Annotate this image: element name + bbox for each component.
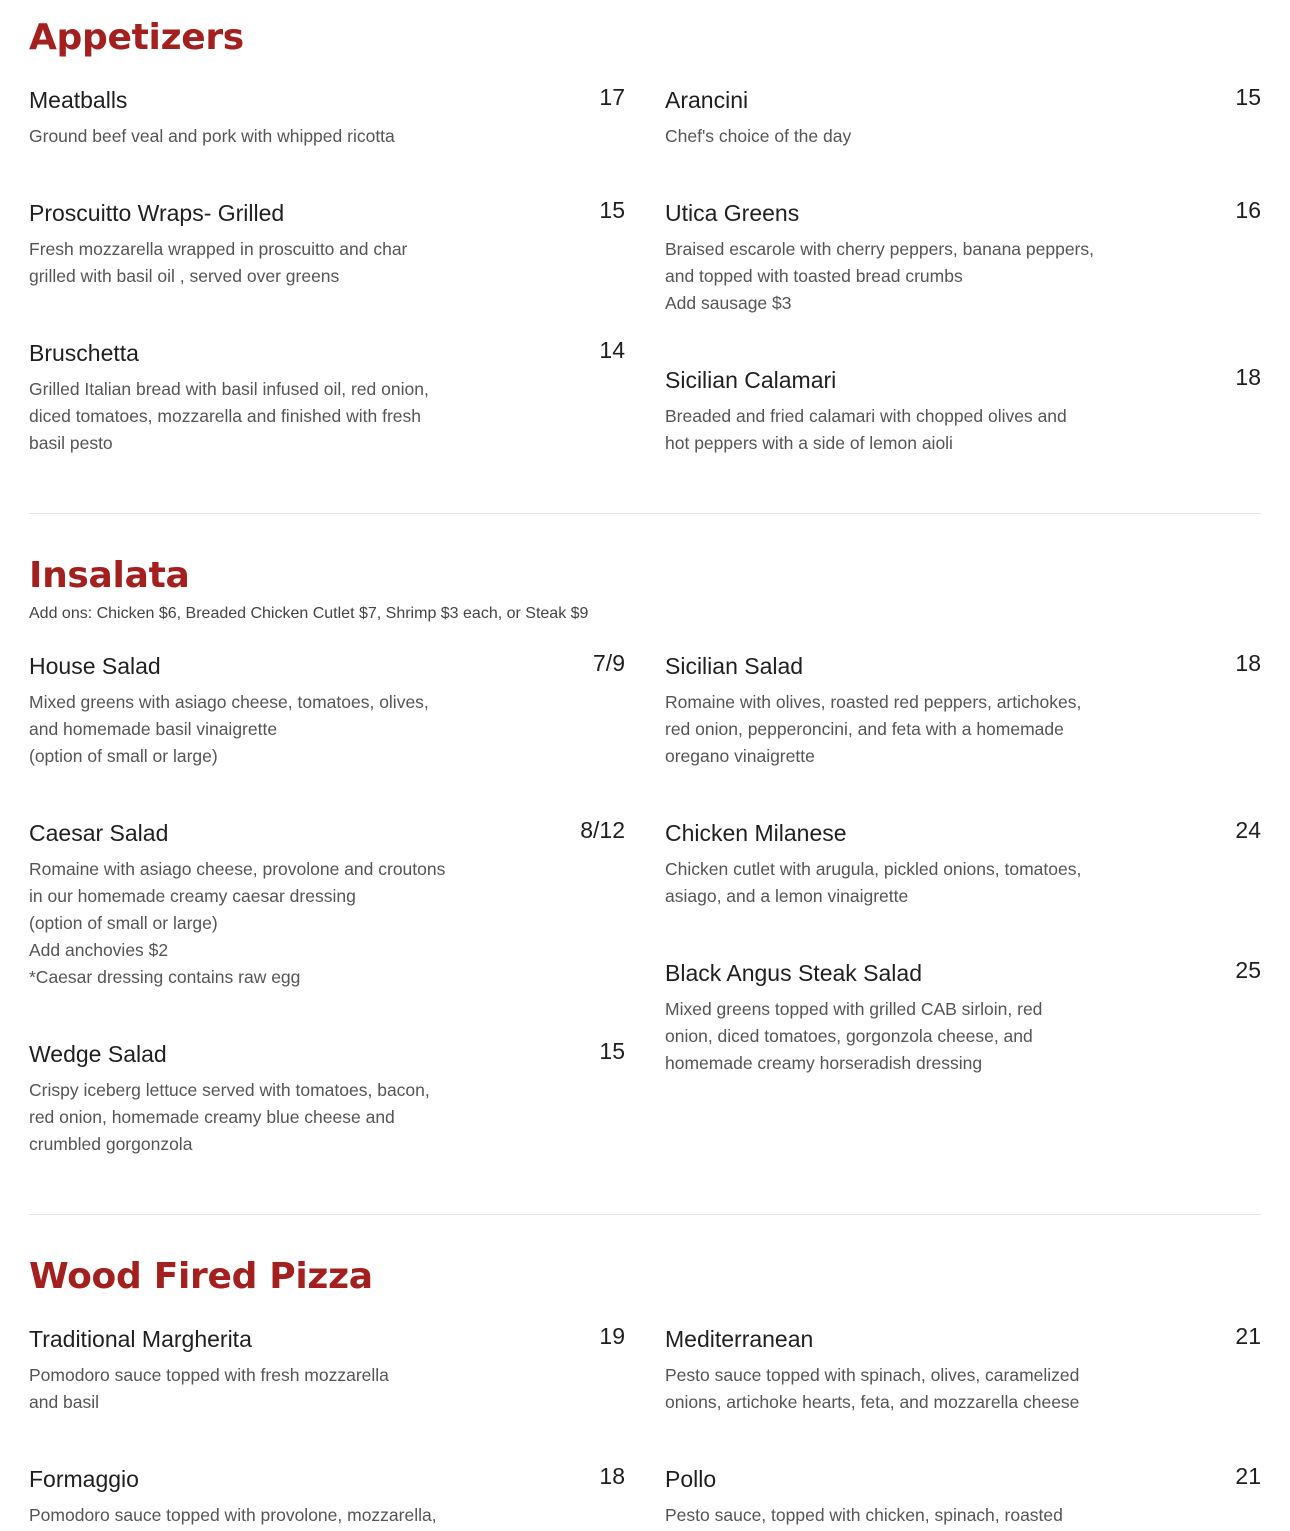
description-line: diced tomatoes, mozzarella and finished with fresh: [29, 406, 422, 426]
item-price: 17: [599, 84, 625, 110]
item-name: Wedge Salad: [29, 1041, 167, 1067]
item-price: 21: [1235, 1463, 1261, 1489]
item-price: 8/12: [580, 817, 625, 843]
item-description: [665, 1362, 1105, 1416]
item-name: Bruschetta: [29, 340, 139, 366]
description-line: Add anchovies $2: [29, 940, 169, 960]
item-description: [665, 236, 1105, 317]
item-name: Mediterranean: [665, 1326, 814, 1352]
description-line: (option of small or large): [29, 913, 218, 933]
description-line: *Caesar dressing contains raw egg: [29, 967, 301, 987]
description-line: Chicken cutlet with arugula, pickled onions, tomatoes,: [665, 859, 1082, 879]
item-price: 18: [599, 1463, 625, 1489]
description-line: Pomodoro sauce topped with provolone, mozzarella,: [29, 1505, 437, 1525]
item-price: 18: [1235, 650, 1261, 676]
item-name: Meatballs: [29, 87, 128, 113]
description-line: onion, diced tomatoes, gorgonzola cheese, and: [665, 1026, 1033, 1046]
description-line: onions, artichoke hearts, feta, and mozzarella cheese: [665, 1392, 1080, 1412]
description-line: red onion, pepperoncini, and feta with a homemade: [665, 719, 1064, 739]
item-description: [665, 856, 1105, 910]
description-line: Mixed greens topped with grilled CAB sirloin, red: [665, 999, 1043, 1019]
description-line: Chef's choice of the day: [665, 126, 852, 146]
item-name: Traditional Margherita: [29, 1326, 252, 1352]
item-description: [665, 1502, 1105, 1529]
item-price: 16: [1235, 197, 1261, 223]
description-line: Mixed greens with asiago cheese, tomatoes, olives,: [29, 692, 429, 712]
description-line: Romaine with olives, roasted red peppers, artichokes,: [665, 692, 1082, 712]
item-price: 15: [599, 197, 625, 223]
description-line: grilled with basil oil , served over greens: [29, 266, 340, 286]
item-name: Proscuitto Wraps- Grilled: [29, 200, 285, 226]
section-title-insalata: Insalata: [29, 555, 190, 596]
item-price: 15: [1235, 84, 1261, 110]
item-name: Utica Greens: [665, 200, 800, 226]
item-description: [29, 689, 469, 770]
description-line: Pesto sauce topped with spinach, olives, caramelized: [665, 1365, 1080, 1385]
section-divider: [29, 1214, 1261, 1215]
description-line: Pomodoro sauce topped with fresh mozzarella: [29, 1365, 389, 1385]
item-description: [665, 403, 1105, 457]
description-line: Crispy iceberg lettuce served with tomatoes, bacon,: [29, 1080, 430, 1100]
description-line: and basil: [29, 1392, 100, 1412]
item-description: [29, 1077, 469, 1158]
description-line: Ground beef veal and pork with whipped ricotta: [29, 126, 395, 146]
description-line: Breaded and fried calamari with chopped olives and: [665, 406, 1067, 426]
item-price: 24: [1235, 817, 1261, 843]
section-divider: [29, 513, 1261, 514]
item-name: Sicilian Salad: [665, 653, 804, 679]
item-name: Formaggio: [29, 1466, 139, 1492]
item-price: 7/9: [593, 650, 625, 676]
description-line: Grilled Italian bread with basil infused oil, red onion,: [29, 379, 429, 399]
description-line: hot peppers with a side of lemon aioli: [665, 433, 953, 453]
item-description: [665, 123, 1105, 150]
description-line: and homemade basil vinaigrette: [29, 719, 278, 739]
description-line: Fresh mozzarella wrapped in proscuitto and char: [29, 239, 408, 259]
item-name: Arancini: [665, 87, 749, 113]
description-line: homemade creamy horseradish dressing: [665, 1053, 983, 1073]
item-description: [665, 996, 1105, 1077]
item-description: [665, 689, 1105, 770]
item-name: House Salad: [29, 653, 161, 679]
item-price: 15: [599, 1038, 625, 1064]
item-description: [29, 376, 469, 457]
description-line: (option of small or large): [29, 746, 218, 766]
section-note-add-ons: Add ons: Chicken $6, Breaded Chicken Cutlet $7, Shrimp $3 each, or Steak $9: [29, 605, 589, 622]
item-name: Caesar Salad: [29, 820, 169, 846]
item-name: Sicilian Calamari: [665, 367, 837, 393]
description-line: basil pesto: [29, 433, 113, 453]
item-name: Black Angus Steak Salad: [665, 960, 922, 986]
item-price: 21: [1235, 1323, 1261, 1349]
description-line: in our homemade creamy caesar dressing: [29, 886, 356, 906]
description-line: crumbled gorgonzola: [29, 1134, 193, 1154]
description-line: Add sausage $3: [665, 293, 792, 313]
description-line: asiago, and a lemon vinaigrette: [665, 886, 909, 906]
description-line: red onion, homemade creamy blue cheese and: [29, 1107, 395, 1127]
description-line: Braised escarole with cherry peppers, banana peppers,: [665, 239, 1094, 259]
description-line: and topped with toasted bread crumbs: [665, 266, 963, 286]
item-price: 25: [1235, 957, 1261, 983]
section-title-appetizers: Appetizers: [29, 17, 244, 58]
item-price: 14: [599, 337, 625, 363]
item-description: [29, 1362, 469, 1416]
description-line: Pesto sauce, topped with chicken, spinach, roasted: [665, 1505, 1063, 1525]
item-description: [29, 1502, 469, 1529]
item-description: [29, 856, 469, 991]
item-name: Pollo: [665, 1466, 717, 1492]
item-description: [29, 236, 469, 290]
description-line: oregano vinaigrette: [665, 746, 815, 766]
item-price: 19: [599, 1323, 625, 1349]
item-description: [29, 123, 469, 150]
section-title-wood-fired-pizza: Wood Fired Pizza: [29, 1256, 373, 1297]
item-name: Chicken Milanese: [665, 820, 847, 846]
item-price: 18: [1235, 364, 1261, 390]
description-line: Romaine with asiago cheese, provolone and croutons: [29, 859, 446, 879]
